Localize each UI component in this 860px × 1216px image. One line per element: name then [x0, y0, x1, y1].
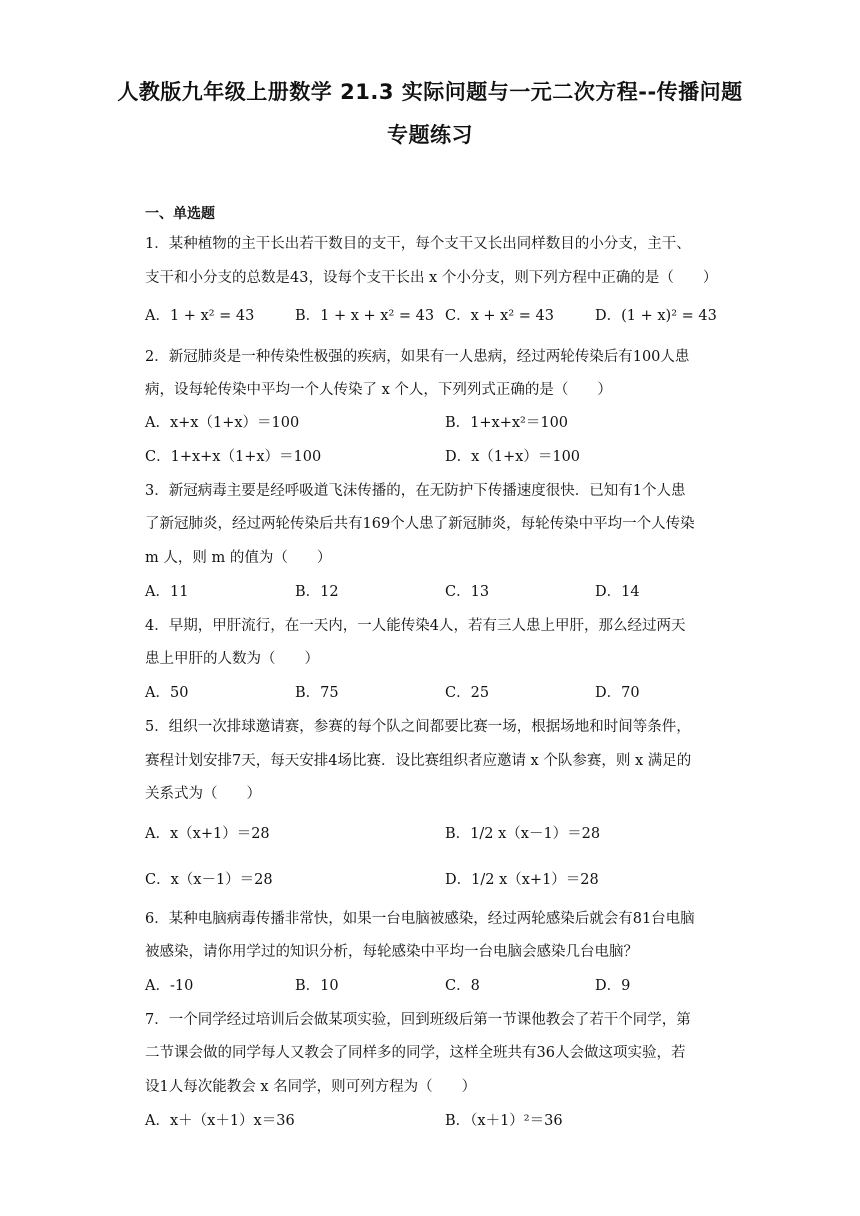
question-2-line-1: 2．新冠肺炎是一种传染性极强的疾病，如果有一人患病，经过两轮传染后有100人患: [145, 349, 690, 365]
document-title-line-2: 专题练习: [387, 123, 473, 147]
question-3-option-a: A．11: [145, 584, 189, 600]
question-2-option-b: B．1+x+x²＝100: [445, 415, 569, 431]
question-6-option-b: B．10: [295, 978, 339, 994]
question-3-line-2: 了新冠肺炎，经过两轮传染后共有169个人患了新冠肺炎，每轮传染中平均一个人传染: [145, 516, 695, 532]
question-3-option-b: B．12: [295, 584, 339, 600]
question-2-line-2: 病，设每轮传染中平均一个人传染了 x 个人，下列列式正确的是（ ）: [145, 382, 612, 398]
question-5-line-2: 赛程计划安排7天，每天安排4场比赛．设比赛组织者应邀请 x 个队参赛，则 x 满足的: [145, 753, 692, 769]
question-2-option-c: C．1+x+x（1+x）＝100: [145, 449, 322, 465]
question-5-line-1: 5．组织一次排球邀请赛，参赛的每个队之间都要比赛一场，根据场地和时间等条件，: [145, 719, 691, 735]
question-6-line-1: 6．某种电脑病毒传播非常快，如果一台电脑被感染，经过两轮感染后就会有81台电脑: [145, 911, 695, 927]
question-7-option-a: A．x＋（x＋1）x＝36: [145, 1113, 295, 1129]
question-7-line-3: 设1人每次能教会 x 名同学，则可列方程为（ ）: [145, 1079, 477, 1095]
question-4-line-1: 4．早期，甲肝流行，在一天内，一人能传染4人，若有三人患上甲肝，那么经过两天: [145, 618, 686, 634]
question-1-option-b: B．1 + x + x² = 43: [295, 308, 435, 324]
question-4-option-c: C．25: [445, 685, 490, 701]
question-7-line-2: 二节课会做的同学每人又教会了同样多的同学，这样全班共有36人会做这项实验，若: [145, 1045, 686, 1061]
question-5-option-c: C．x（x－1）＝28: [145, 872, 273, 888]
question-6-line-2: 被感染，请你用学过的知识分析，每轮感染中平均一台电脑会感染几台电脑？: [145, 944, 638, 960]
question-3-option-c: C．13: [445, 584, 490, 600]
question-1-option-d: D．(1 + x)² = 43: [595, 308, 717, 324]
document-title-line-1: 人教版九年级上册数学 21.3 实际问题与一元二次方程--传播问题: [117, 80, 743, 104]
question-5-option-a: A．x（x+1）＝28: [145, 826, 270, 842]
question-1-line-1: 1．某种植物的主干长出若干数目的支干，每个支干又长出同样数目的小分支，主干、: [145, 236, 691, 252]
question-4-option-d: D．70: [595, 685, 640, 701]
question-5-option-d: D．1/2 x（x+1）＝28: [445, 872, 599, 888]
question-1-option-a: A．1 + x² = 43: [145, 308, 255, 324]
question-6-option-a: A．-10: [145, 978, 194, 994]
question-3-line-3: m 人，则 m 的值为（ ）: [145, 550, 332, 566]
question-2-option-d: D．x（1+x）＝100: [445, 449, 581, 465]
section-heading: 一、单选题: [145, 206, 215, 222]
question-6-option-d: D．9: [595, 978, 631, 994]
question-4-line-2: 患上甲肝的人数为（ ）: [145, 651, 319, 667]
question-1-option-c: C．x + x² = 43: [445, 308, 554, 324]
question-7-option-b: B．（x＋1）²＝36: [445, 1113, 563, 1129]
question-3-line-1: 3．新冠病毒主要是经呼吸道飞沫传播的，在无防护下传播速度很快．已知有1个人患: [145, 483, 686, 499]
question-4-option-a: A．50: [145, 685, 189, 701]
question-6-option-c: C．8: [445, 978, 480, 994]
question-5-line-3: 关系式为（ ）: [145, 786, 261, 802]
question-3-option-d: D．14: [595, 584, 640, 600]
question-4-option-b: B．75: [295, 685, 339, 701]
question-1-line-2: 支干和小分支的总数是43，设每个支干长出 x 个小分支，则下列方程中正确的是（ ）: [145, 270, 718, 286]
question-2-option-a: A．x+x（1+x）＝100: [145, 415, 300, 431]
question-5-option-b: B．1/2 x（x－1）＝28: [445, 826, 601, 842]
question-7-line-1: 7．一个同学经过培训后会做某项实验，回到班级后第一节课他教会了若干个同学，第: [145, 1012, 691, 1028]
